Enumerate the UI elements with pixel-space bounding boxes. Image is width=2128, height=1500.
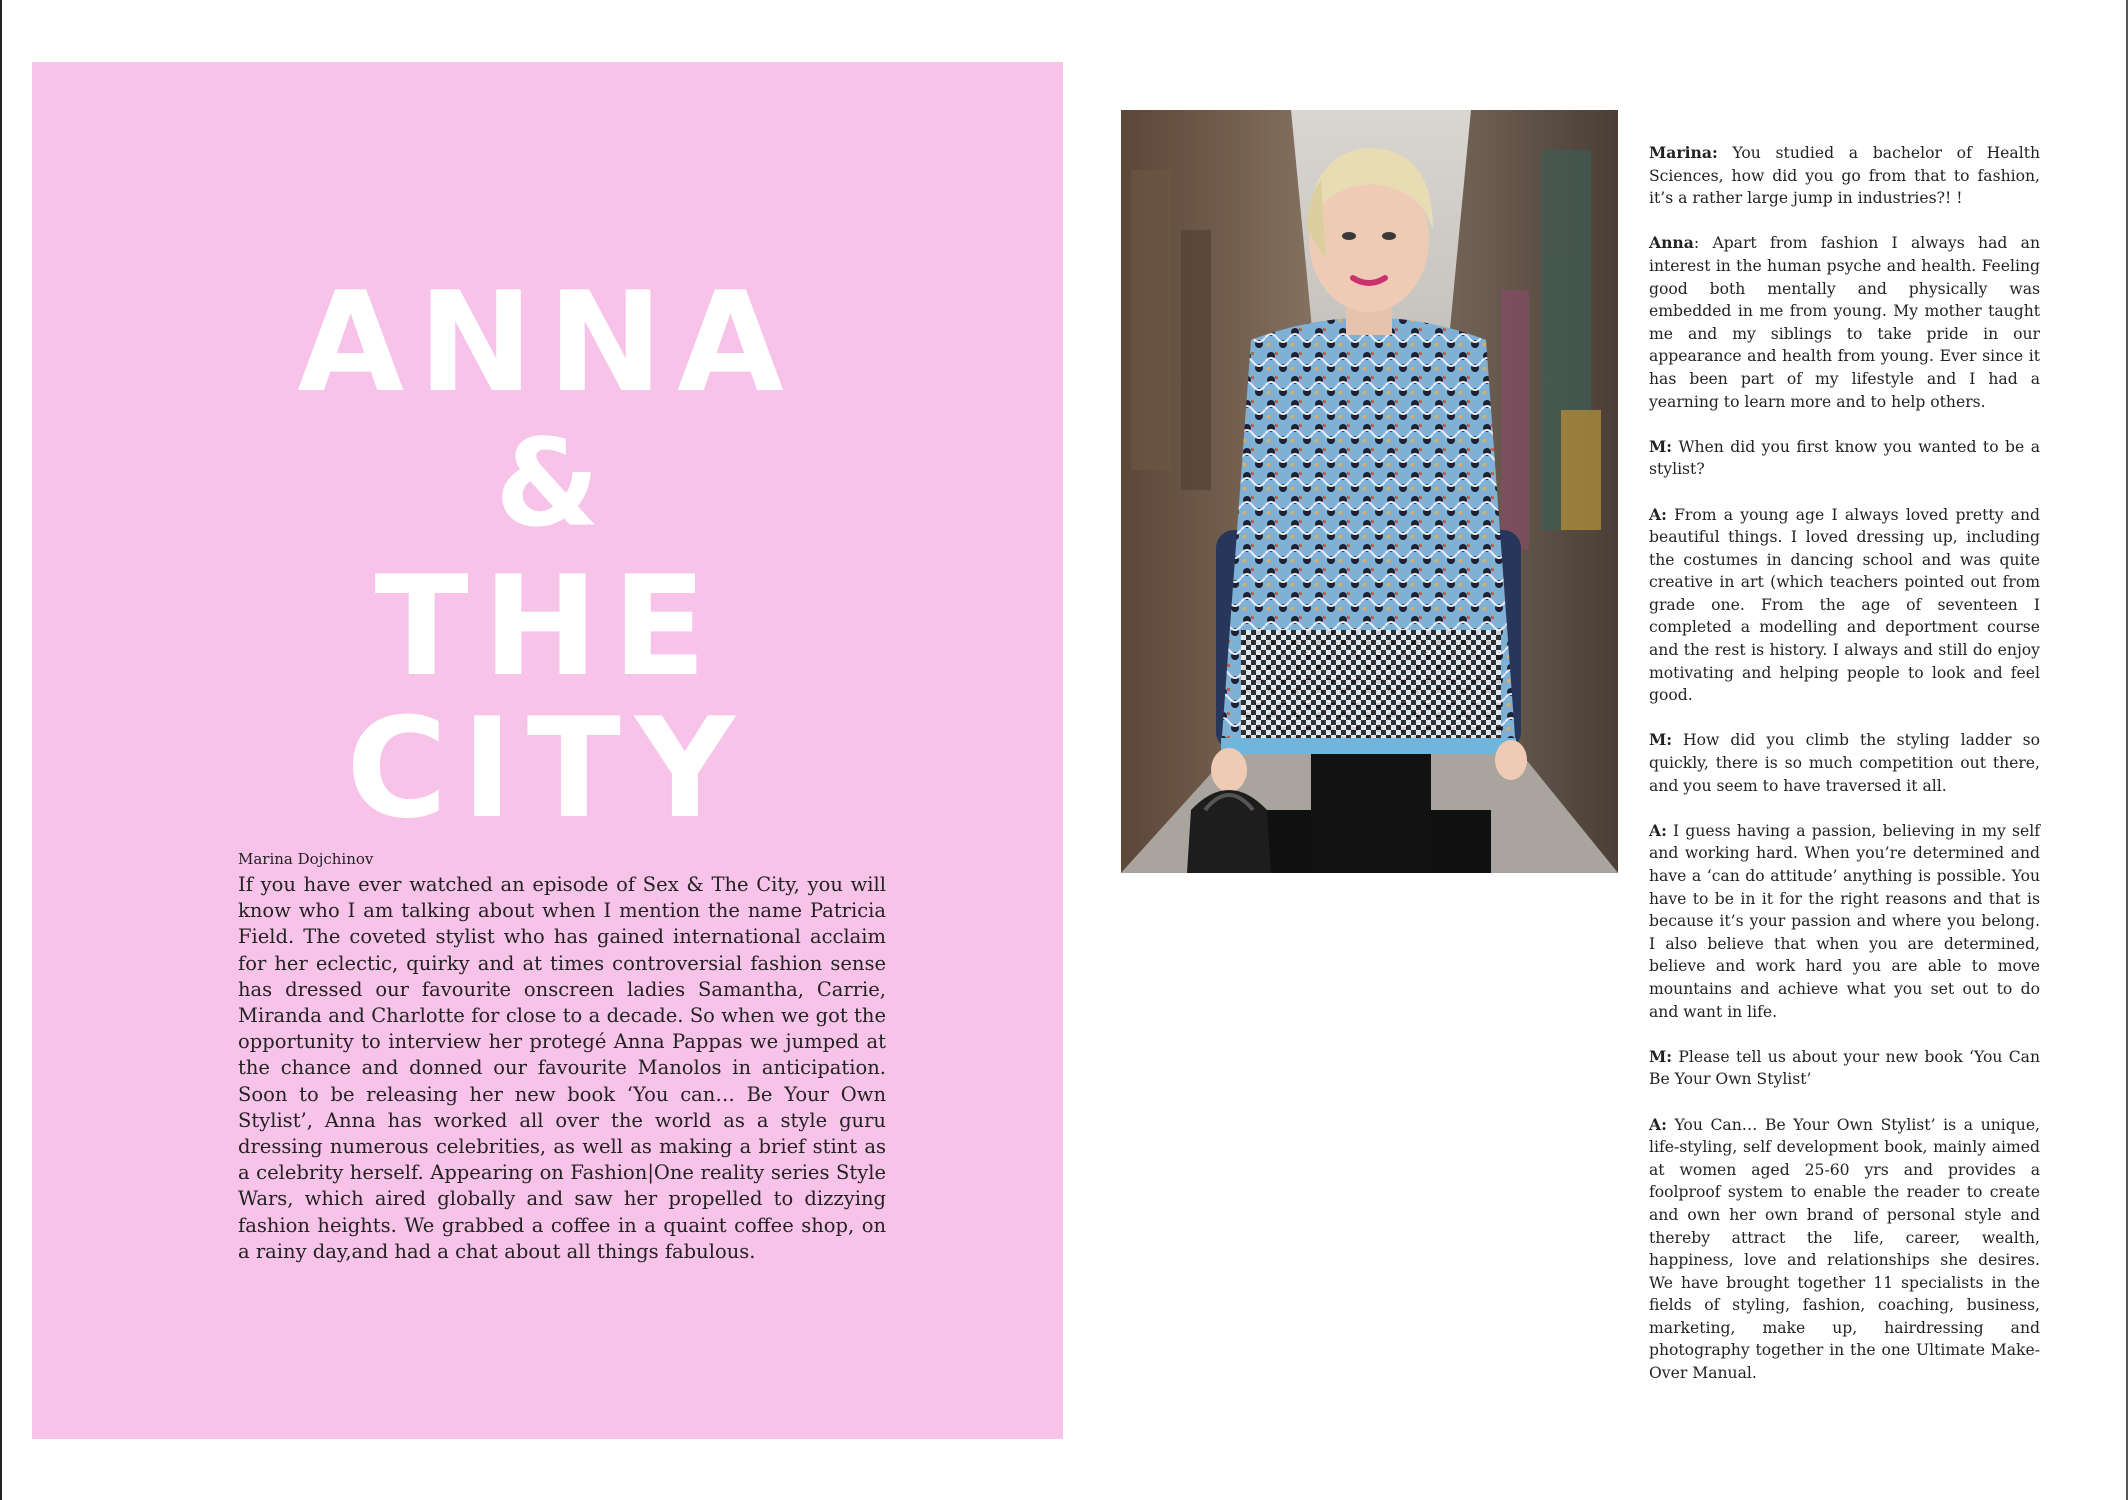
speaker-label: A: xyxy=(1649,1114,1667,1134)
speaker-label: A: xyxy=(1649,820,1667,840)
interview-text: When did you first know you wanted to be a stylist? xyxy=(1649,437,2040,479)
speaker-label: A: xyxy=(1649,504,1667,524)
interview-q2 xyxy=(1649,436,2040,481)
speaker-label: Anna xyxy=(1649,233,1694,253)
title-line-ampersand: & xyxy=(495,415,600,554)
interview-text: I guess having a passion, believing in my self and working hard. When you’re determined and have a ‘can do attitude’ anything is possible. You have to be in it for the right reasons and that is because it’s your passion and where you belong. I also believe that when you are determined, believe and work hard you are able to move mountains and achieve what you set out to do and want in life. xyxy=(1649,821,2040,1021)
article-title xyxy=(32,262,1063,849)
title-panel xyxy=(32,62,1063,1439)
title-line-the: THE xyxy=(374,546,721,707)
interview-a4 xyxy=(1649,1114,2040,1385)
title-line-city: CITY xyxy=(346,688,749,849)
interview-q4 xyxy=(1649,1046,2040,1091)
title-line-anna: ANNA xyxy=(297,262,798,423)
page-edge-left xyxy=(0,0,2,1500)
intro-block xyxy=(238,850,886,1265)
portrait-illustration xyxy=(1121,110,1618,873)
interview-text: From a young age I always loved pretty and beautiful things. I loved dressing up, including the costumes in dancing school and was quite creative in art (which teachers pointed out from grade one. From the age of seventeen I completed a modelling and deportment course and the rest is history. I always and still do enjoy motivating and helping people to look and feel good. xyxy=(1649,505,2040,705)
author-byline: Marina Dojchinov xyxy=(238,850,374,868)
speaker-label: M: xyxy=(1649,436,1673,456)
interview-q3 xyxy=(1649,729,2040,797)
interview-text: You studied a bachelor of Health Sciences, how did you go from that to fashion, it’s a rather large jump in industries?! ! xyxy=(1649,144,2040,208)
interview-column xyxy=(1649,142,2040,1407)
interview-text: How did you climb the styling ladder so quickly, there is so much competition out there, and you seem to have traversed it all. xyxy=(1649,731,2040,795)
speaker-label: M: xyxy=(1649,730,1673,750)
interview-a2 xyxy=(1649,504,2040,707)
interview-a1 xyxy=(1649,232,2040,413)
interview-q1 xyxy=(1649,142,2040,210)
portrait-photo xyxy=(1121,110,1618,873)
interview-a3 xyxy=(1649,820,2040,1023)
speaker-label: Marina: xyxy=(1649,143,1718,162)
interview-text: Please tell us about your new book ‘You Can Be Your Own Stylist’ xyxy=(1649,1047,2040,1089)
interview-text: You Can… Be Your Own Stylist’ is a unique, life-styling, self development book, mainly aimed at women aged 25-60 yrs and provides a foolproof system to enable the reader to create and own her own brand of personal style and thereby attract the life, career, wealth, happiness, love and relationships she desires. We have brought together 11 specialists in the fields of styling, fashion, coaching, business, marketing, make up, hairdressing and photography together in the one Ultimate Make-Over Manual. xyxy=(1649,1115,2040,1383)
speaker-label: M: xyxy=(1649,1046,1673,1066)
interview-text: : Apart from fashion I always had an interest in the human psyche and health. Feeling good both mentally and physically was embedded in me from young. My mother taught me and my siblings to take pride in our appearance and health from young. Ever since it has been part of my lifestyle and I had a yearning to learn more and to help others. xyxy=(1649,234,2040,411)
intro-paragraph: If you have ever watched an episode of Sex & The City, you will know who I am talking about when I mention the name Patricia Field. The coveted stylist who has gained international acclaim for her eclectic, quirky and at times controversial fashion sense has dressed our favourite onscreen ladies Samantha, Carrie, Miranda and Charlotte for close to a decade. So when we got the opportunity to interview her protegé Anna Pappas we jumped at the chance and donned our favourite Manolos in anticipation. Soon to be releasing her new book ‘You can… Be Your Own Stylist’, Anna has worked all over the world as a style guru dressing numerous celebrities, as well as making a brief stint as a celebrity herself. Appearing on Fashion|One reality series Style Wars, which aired globally and saw her propelled to dizzying fashion heights. We grabbed a coffee in a quaint coffee shop, on a rainy day,and had a chat about all things fabulous. xyxy=(238,873,886,1263)
